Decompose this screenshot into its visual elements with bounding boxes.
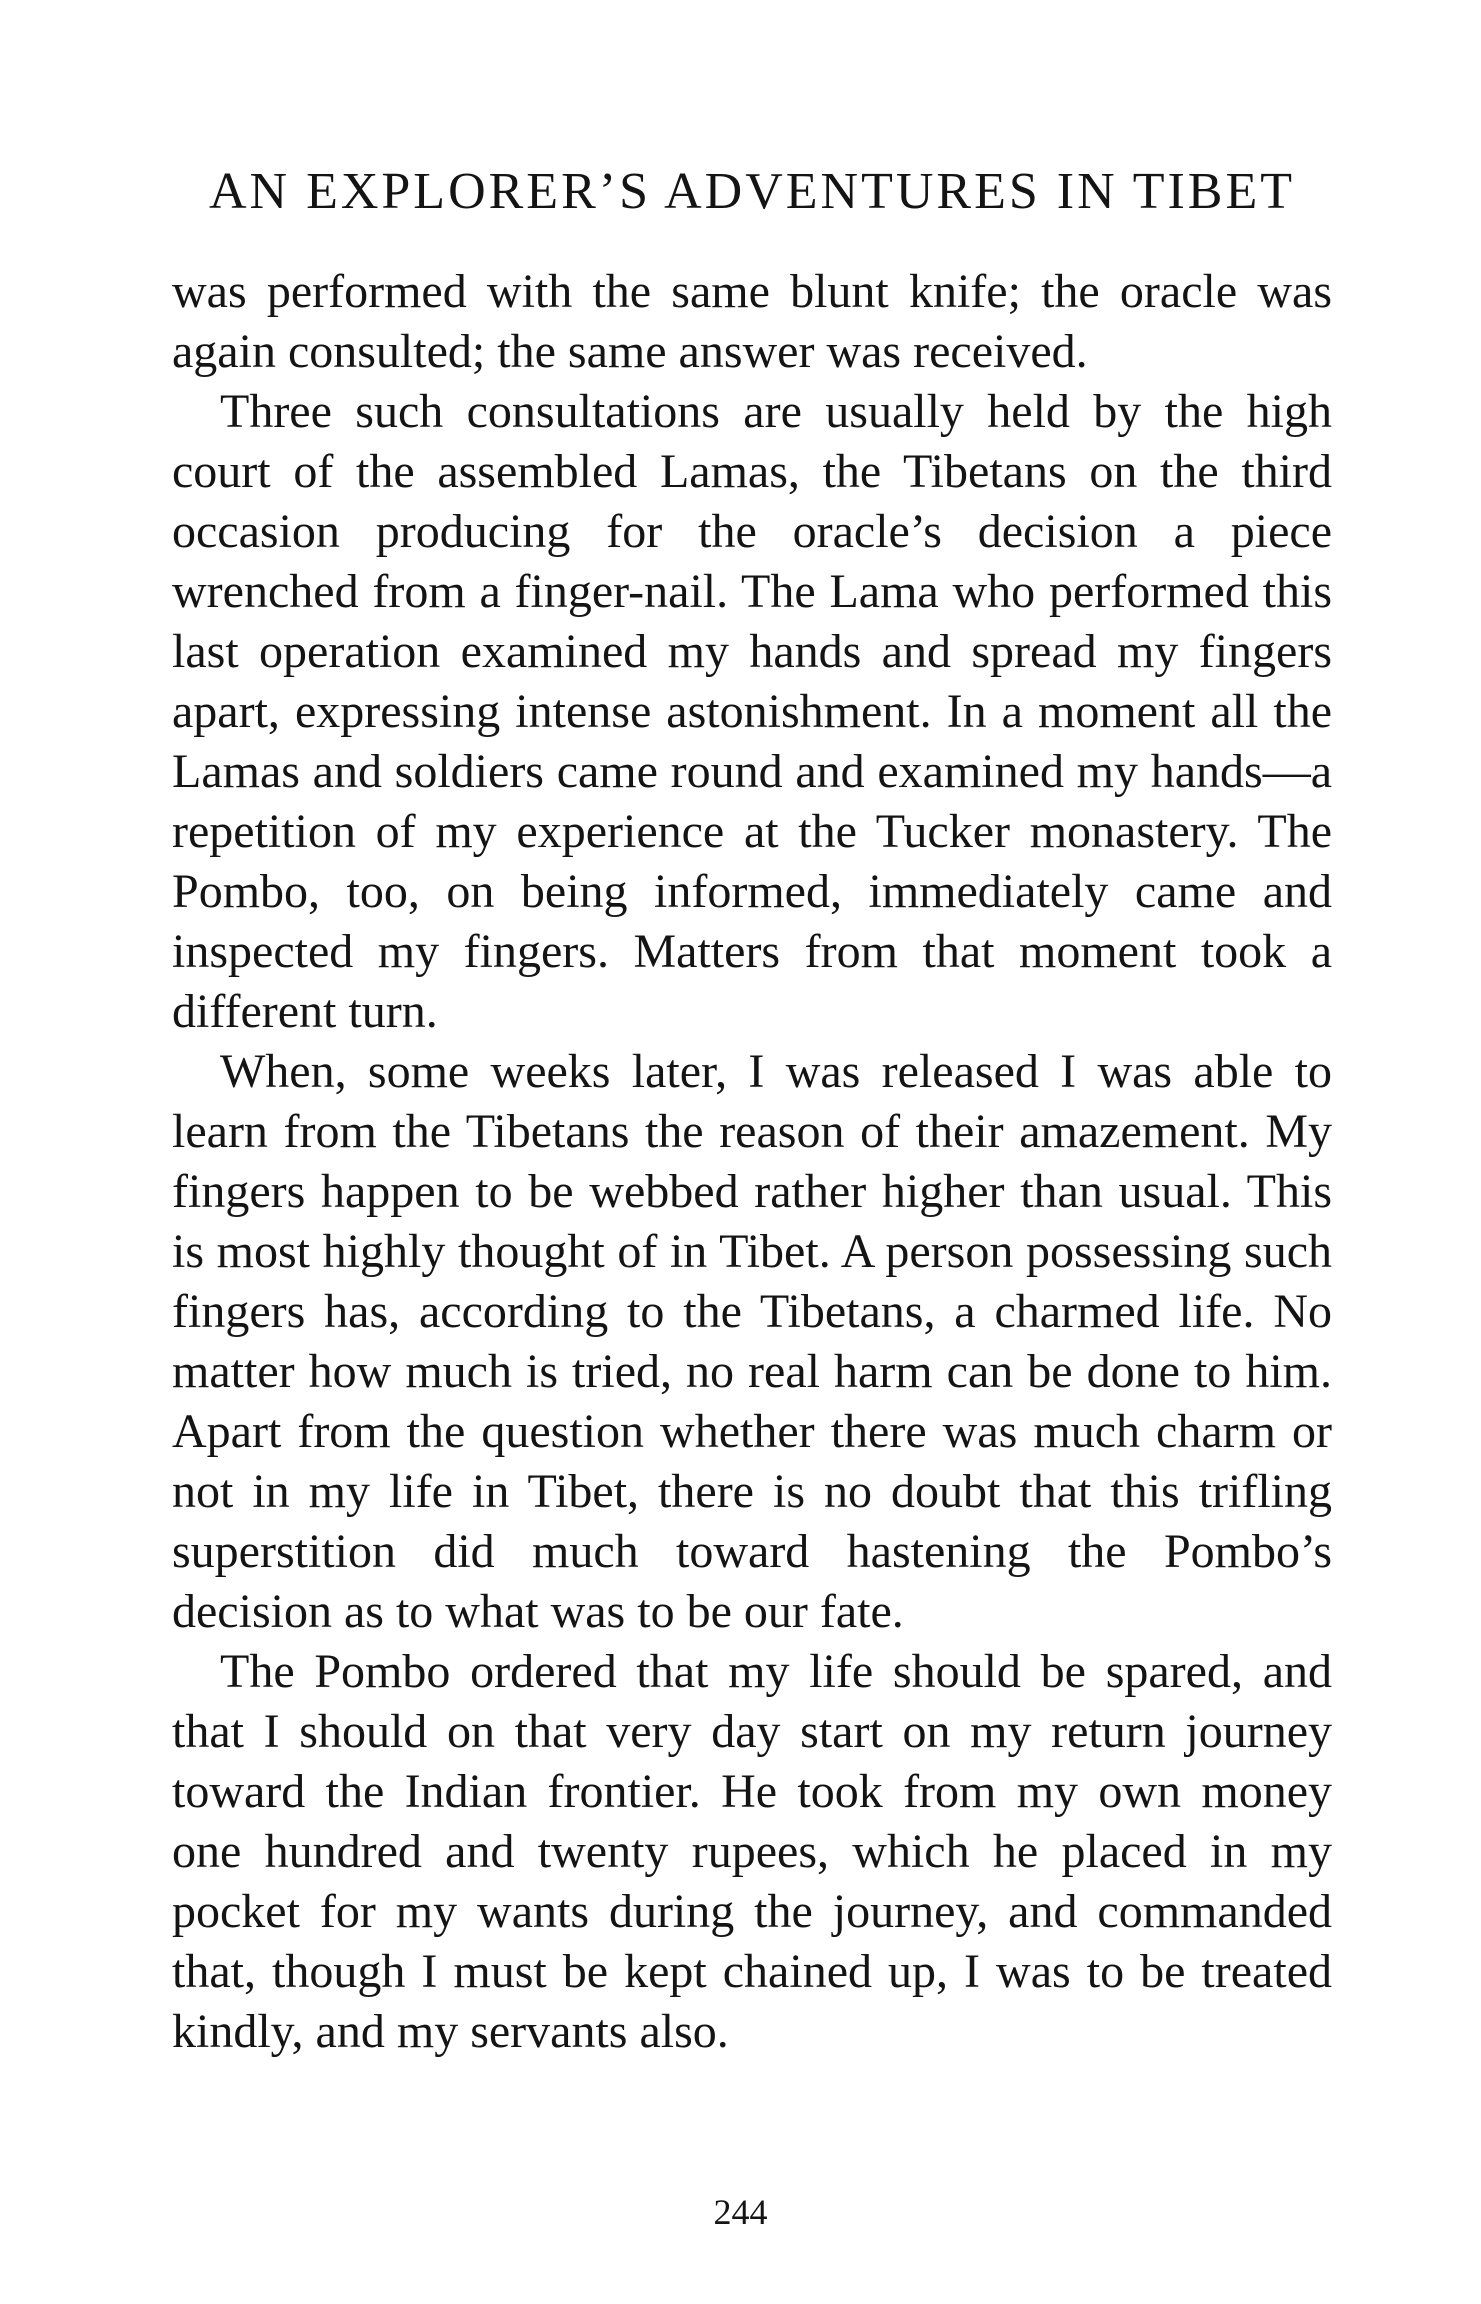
running-header: AN EXPLORER’S ADVENTURES IN TIBET	[208, 163, 1296, 220]
paragraph-released: When, some weeks later, I was released I was able to learn from the Tibetans the reason of their amazement. My fingers happen to be webbed rather higher than usual. This is most highly thought of in Tibet. A person possessing such fingers has, according to the Tibetans, a charmed life. No matter how much is tried, no real harm can be done to him. Apart from the question whether there was much charm or not in my life in Tibet, there is no doubt that this trifling superstition did much toward hastening the Pombo’s decision as to what was to be our fate.	[172, 1045, 1332, 1638]
paragraph-pombo-order: The Pombo ordered that my life should be spared, and that I should on that very day start on my return journey toward the Indian frontier. He took from my own money one hundred and twenty rupees, which he placed in my pocket for my wants during the journey, and commanded that, though I must be kept chained up, I was to be treated kindly, and my servants also.	[172, 1645, 1332, 2058]
page-number: 244	[713, 2192, 768, 2232]
paragraph-consultations: Three such consultations are usually held by the high court of the assembled Lamas, the Tibetans on the third occasion producing for the oracle’s decision a piece wrenched from a finger-nail. The Lama who performed this last operation examined my hands and spread my fingers apart, expressing intense astonishment. In a moment all the Lamas and soldiers came round and examined my hands—a repetition of my experience at the Tucker monastery. The Pombo, too, on being informed, immediately came and inspected my fingers. Matters from that moment took a different turn.	[172, 385, 1332, 1038]
paragraph-continued: was performed with the same blunt knife; the oracle was again consulted; the same answer was received.	[172, 265, 1332, 378]
body-text	[172, 262, 1332, 2062]
